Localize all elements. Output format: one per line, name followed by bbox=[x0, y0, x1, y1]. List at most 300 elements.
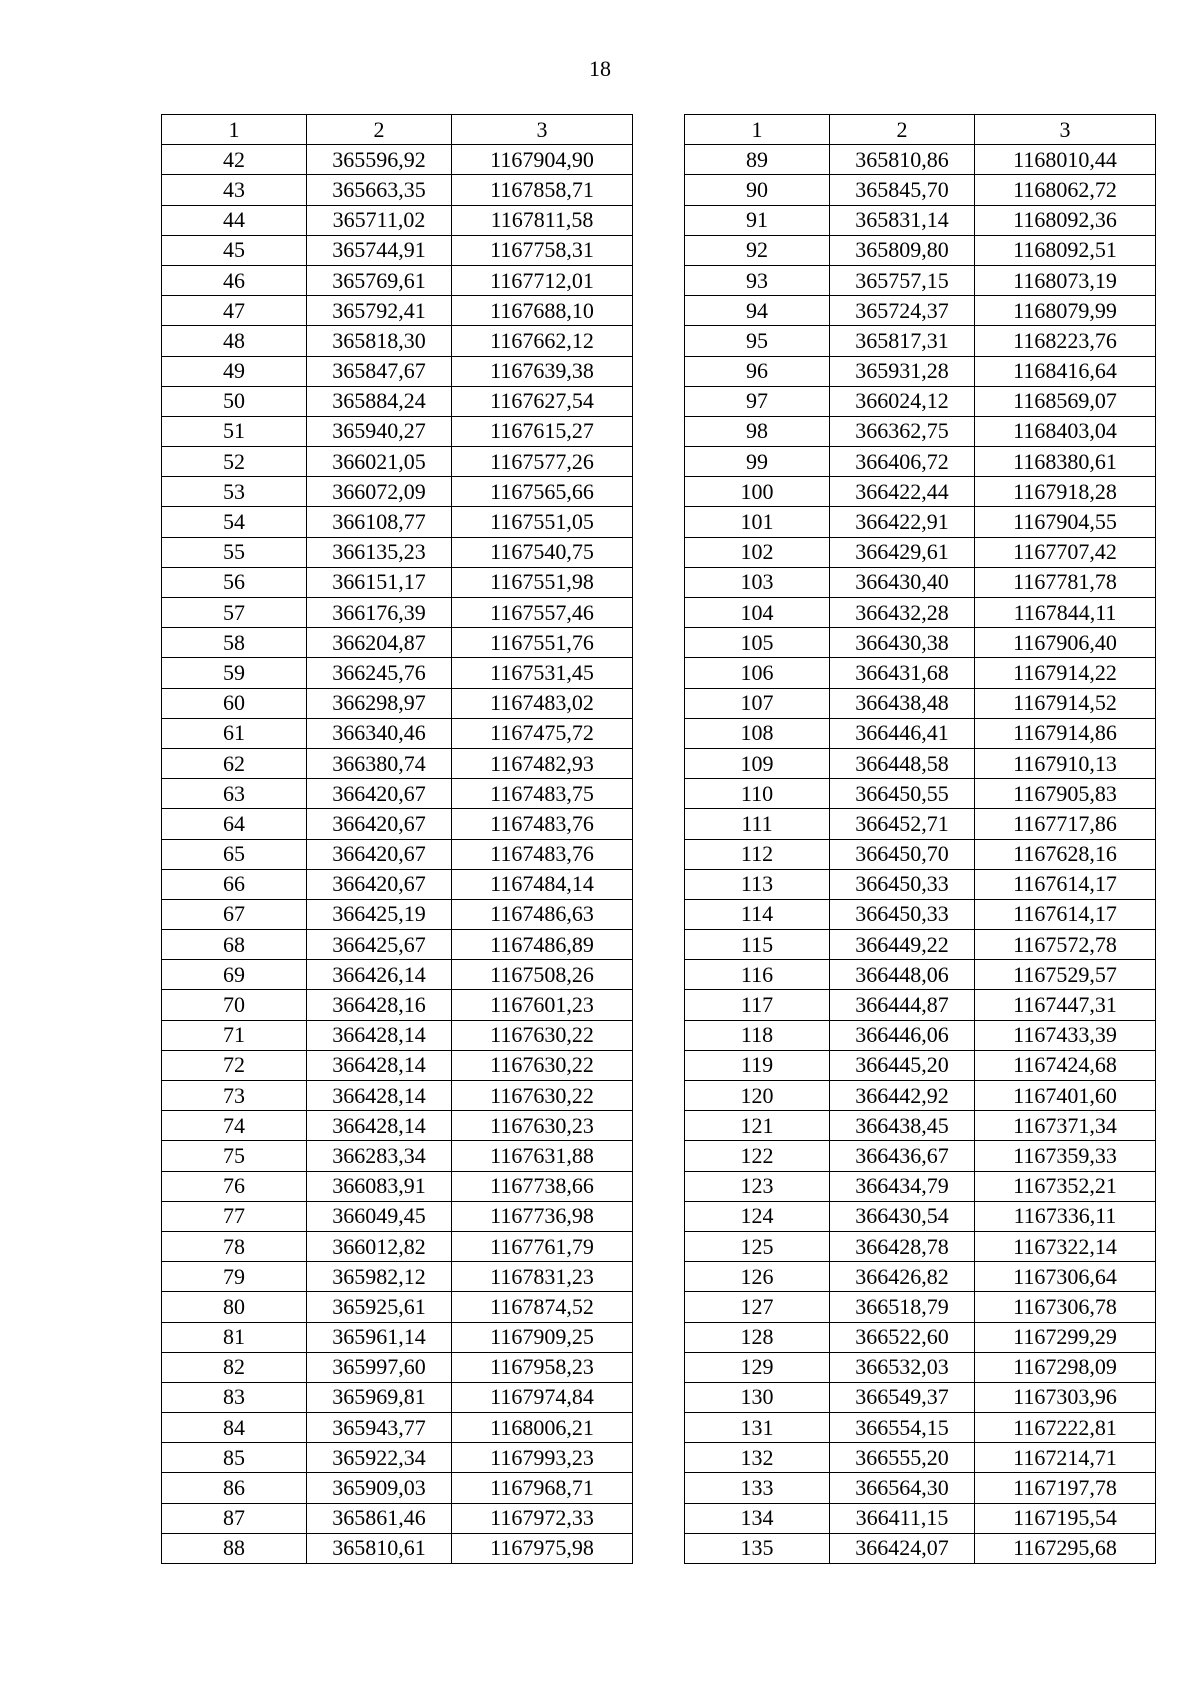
point-number-cell: 89 bbox=[685, 145, 830, 175]
coordinates-table-right bbox=[684, 114, 1156, 1564]
table-row bbox=[162, 537, 633, 567]
point-number-cell: 91 bbox=[685, 205, 830, 235]
point-number-cell: 109 bbox=[685, 748, 830, 778]
coordinate-y-cell: 1167352,21 bbox=[975, 1171, 1156, 1201]
coordinate-y-cell: 1167717,86 bbox=[975, 809, 1156, 839]
point-number-cell: 93 bbox=[685, 265, 830, 295]
point-number-cell: 112 bbox=[685, 839, 830, 869]
coordinate-x-cell: 366428,14 bbox=[307, 1081, 452, 1111]
coordinate-y-cell: 1167874,52 bbox=[452, 1292, 633, 1322]
coordinate-y-cell: 1167214,71 bbox=[975, 1443, 1156, 1473]
coordinate-x-cell: 366411,15 bbox=[830, 1503, 975, 1533]
coordinate-x-cell: 365810,86 bbox=[830, 145, 975, 175]
coordinate-x-cell: 365831,14 bbox=[830, 205, 975, 235]
coordinate-x-cell: 366450,33 bbox=[830, 869, 975, 899]
point-number-cell: 49 bbox=[162, 356, 307, 386]
coordinate-y-cell: 1167844,11 bbox=[975, 598, 1156, 628]
coordinate-x-cell: 365744,91 bbox=[307, 235, 452, 265]
coordinate-x-cell: 365861,46 bbox=[307, 1503, 452, 1533]
point-number-cell: 84 bbox=[162, 1413, 307, 1443]
coordinate-y-cell: 1167910,13 bbox=[975, 748, 1156, 778]
column-header: 1 bbox=[162, 115, 307, 145]
point-number-cell: 118 bbox=[685, 1020, 830, 1050]
column-header: 1 bbox=[685, 115, 830, 145]
coordinate-x-cell: 365769,61 bbox=[307, 265, 452, 295]
point-number-cell: 116 bbox=[685, 960, 830, 990]
table-row bbox=[685, 628, 1156, 658]
coordinate-y-cell: 1167424,68 bbox=[975, 1050, 1156, 1080]
point-number-cell: 79 bbox=[162, 1262, 307, 1292]
table-row bbox=[685, 416, 1156, 446]
table-row bbox=[685, 1050, 1156, 1080]
point-number-cell: 108 bbox=[685, 718, 830, 748]
coordinate-x-cell: 366450,70 bbox=[830, 839, 975, 869]
table-row bbox=[685, 356, 1156, 386]
table-row bbox=[162, 1443, 633, 1473]
coordinate-x-cell: 366450,33 bbox=[830, 899, 975, 929]
table-row bbox=[685, 235, 1156, 265]
coordinate-y-cell: 1167905,83 bbox=[975, 779, 1156, 809]
coordinate-x-cell: 366420,67 bbox=[307, 869, 452, 899]
point-number-cell: 58 bbox=[162, 628, 307, 658]
point-number-cell: 69 bbox=[162, 960, 307, 990]
table-row bbox=[162, 175, 633, 205]
table-row bbox=[162, 658, 633, 688]
coordinate-x-cell: 366012,82 bbox=[307, 1231, 452, 1261]
coordinate-x-cell: 365757,15 bbox=[830, 265, 975, 295]
table-row bbox=[685, 1443, 1156, 1473]
coordinate-x-cell: 365961,14 bbox=[307, 1322, 452, 1352]
table-row bbox=[162, 567, 633, 597]
point-number-cell: 85 bbox=[162, 1443, 307, 1473]
point-number-cell: 92 bbox=[685, 235, 830, 265]
coordinate-y-cell: 1167758,31 bbox=[452, 235, 633, 265]
table-row bbox=[685, 899, 1156, 929]
coordinate-x-cell: 366425,67 bbox=[307, 930, 452, 960]
coordinate-x-cell: 366406,72 bbox=[830, 447, 975, 477]
coordinate-y-cell: 1167975,98 bbox=[452, 1533, 633, 1563]
coordinate-x-cell: 365969,81 bbox=[307, 1382, 452, 1412]
point-number-cell: 76 bbox=[162, 1171, 307, 1201]
coordinate-y-cell: 1167486,63 bbox=[452, 899, 633, 929]
point-number-cell: 64 bbox=[162, 809, 307, 839]
coordinate-y-cell: 1167577,26 bbox=[452, 447, 633, 477]
point-number-cell: 50 bbox=[162, 386, 307, 416]
coordinate-y-cell: 1168380,61 bbox=[975, 447, 1156, 477]
point-number-cell: 134 bbox=[685, 1503, 830, 1533]
coordinate-y-cell: 1167483,76 bbox=[452, 809, 633, 839]
coordinate-x-cell: 365940,27 bbox=[307, 416, 452, 446]
coordinate-y-cell: 1167486,89 bbox=[452, 930, 633, 960]
point-number-cell: 96 bbox=[685, 356, 830, 386]
coordinate-x-cell: 365931,28 bbox=[830, 356, 975, 386]
coordinate-x-cell: 365817,31 bbox=[830, 326, 975, 356]
coordinate-x-cell: 366422,44 bbox=[830, 477, 975, 507]
coordinate-y-cell: 1167540,75 bbox=[452, 537, 633, 567]
coordinate-y-cell: 1167401,60 bbox=[975, 1081, 1156, 1111]
coordinate-y-cell: 1167904,90 bbox=[452, 145, 633, 175]
point-number-cell: 110 bbox=[685, 779, 830, 809]
coordinate-x-cell: 366176,39 bbox=[307, 598, 452, 628]
coordinate-y-cell: 1167914,86 bbox=[975, 718, 1156, 748]
table-row bbox=[162, 1111, 633, 1141]
coordinate-y-cell: 1167781,78 bbox=[975, 567, 1156, 597]
coordinate-x-cell: 366428,14 bbox=[307, 1020, 452, 1050]
coordinate-x-cell: 366151,17 bbox=[307, 567, 452, 597]
coordinate-y-cell: 1167630,22 bbox=[452, 1081, 633, 1111]
coordinate-x-cell: 366430,38 bbox=[830, 628, 975, 658]
table-row bbox=[685, 1503, 1156, 1533]
coordinate-y-cell: 1167551,05 bbox=[452, 507, 633, 537]
table-row bbox=[162, 779, 633, 809]
coordinate-x-cell: 366522,60 bbox=[830, 1322, 975, 1352]
coordinate-y-cell: 1167627,54 bbox=[452, 386, 633, 416]
point-number-cell: 83 bbox=[162, 1382, 307, 1412]
point-number-cell: 106 bbox=[685, 658, 830, 688]
coordinate-x-cell: 365724,37 bbox=[830, 296, 975, 326]
point-number-cell: 80 bbox=[162, 1292, 307, 1322]
table-row bbox=[162, 447, 633, 477]
point-number-cell: 122 bbox=[685, 1141, 830, 1171]
point-number-cell: 88 bbox=[162, 1533, 307, 1563]
table-row bbox=[162, 265, 633, 295]
table-row bbox=[685, 1201, 1156, 1231]
coordinate-y-cell: 1167551,98 bbox=[452, 567, 633, 597]
point-number-cell: 90 bbox=[685, 175, 830, 205]
point-number-cell: 107 bbox=[685, 688, 830, 718]
coordinates-table-left bbox=[161, 114, 633, 1564]
coordinate-x-cell: 366430,40 bbox=[830, 567, 975, 597]
coordinate-x-cell: 366448,58 bbox=[830, 748, 975, 778]
coordinate-x-cell: 366425,19 bbox=[307, 899, 452, 929]
table-row bbox=[162, 1081, 633, 1111]
point-number-cell: 51 bbox=[162, 416, 307, 446]
coordinate-x-cell: 366298,97 bbox=[307, 688, 452, 718]
table-row bbox=[685, 386, 1156, 416]
coordinate-x-cell: 366049,45 bbox=[307, 1201, 452, 1231]
coordinate-y-cell: 1167688,10 bbox=[452, 296, 633, 326]
point-number-cell: 126 bbox=[685, 1262, 830, 1292]
column-header: 3 bbox=[452, 115, 633, 145]
coordinate-y-cell: 1167858,71 bbox=[452, 175, 633, 205]
coordinate-x-cell: 366445,20 bbox=[830, 1050, 975, 1080]
coordinate-x-cell: 366436,67 bbox=[830, 1141, 975, 1171]
coordinate-y-cell: 1167484,14 bbox=[452, 869, 633, 899]
coordinate-y-cell: 1167614,17 bbox=[975, 899, 1156, 929]
coordinate-y-cell: 1168073,19 bbox=[975, 265, 1156, 295]
coordinate-x-cell: 366438,48 bbox=[830, 688, 975, 718]
table-row bbox=[685, 1473, 1156, 1503]
table-row bbox=[162, 1352, 633, 1382]
point-number-cell: 124 bbox=[685, 1201, 830, 1231]
point-number-cell: 86 bbox=[162, 1473, 307, 1503]
table-row bbox=[162, 1503, 633, 1533]
coordinate-y-cell: 1167303,96 bbox=[975, 1382, 1156, 1412]
column-header: 2 bbox=[307, 115, 452, 145]
point-number-cell: 99 bbox=[685, 447, 830, 477]
point-number-cell: 105 bbox=[685, 628, 830, 658]
table-row bbox=[685, 296, 1156, 326]
point-number-cell: 127 bbox=[685, 1292, 830, 1322]
table-row bbox=[162, 507, 633, 537]
coordinate-x-cell: 365663,35 bbox=[307, 175, 452, 205]
coordinate-x-cell: 366072,09 bbox=[307, 477, 452, 507]
coordinate-y-cell: 1167707,42 bbox=[975, 537, 1156, 567]
point-number-cell: 95 bbox=[685, 326, 830, 356]
coordinate-y-cell: 1168092,36 bbox=[975, 205, 1156, 235]
coordinate-y-cell: 1167712,01 bbox=[452, 265, 633, 295]
table-row bbox=[685, 1141, 1156, 1171]
table-row bbox=[685, 1292, 1156, 1322]
coordinate-y-cell: 1167811,58 bbox=[452, 205, 633, 235]
point-number-cell: 56 bbox=[162, 567, 307, 597]
table-row bbox=[685, 748, 1156, 778]
point-number-cell: 114 bbox=[685, 899, 830, 929]
point-number-cell: 113 bbox=[685, 869, 830, 899]
coordinate-x-cell: 366555,20 bbox=[830, 1443, 975, 1473]
coordinate-x-cell: 366564,30 bbox=[830, 1473, 975, 1503]
table-row bbox=[685, 175, 1156, 205]
coordinate-y-cell: 1167630,23 bbox=[452, 1111, 633, 1141]
table-row bbox=[685, 507, 1156, 537]
table-row bbox=[162, 1020, 633, 1050]
table-row bbox=[162, 1201, 633, 1231]
table-row bbox=[685, 869, 1156, 899]
table-row bbox=[685, 718, 1156, 748]
column-header: 3 bbox=[975, 115, 1156, 145]
table-row bbox=[685, 658, 1156, 688]
table-header-row bbox=[162, 115, 633, 145]
table-row bbox=[685, 205, 1156, 235]
coordinate-y-cell: 1167551,76 bbox=[452, 628, 633, 658]
point-number-cell: 81 bbox=[162, 1322, 307, 1352]
coordinate-y-cell: 1167483,76 bbox=[452, 839, 633, 869]
point-number-cell: 120 bbox=[685, 1081, 830, 1111]
coordinate-y-cell: 1167904,55 bbox=[975, 507, 1156, 537]
point-number-cell: 74 bbox=[162, 1111, 307, 1141]
coordinate-y-cell: 1167614,17 bbox=[975, 869, 1156, 899]
coordinate-y-cell: 1167639,38 bbox=[452, 356, 633, 386]
table-row bbox=[685, 447, 1156, 477]
point-number-cell: 46 bbox=[162, 265, 307, 295]
coordinate-y-cell: 1167529,57 bbox=[975, 960, 1156, 990]
table-row bbox=[162, 1382, 633, 1412]
point-number-cell: 57 bbox=[162, 598, 307, 628]
coordinate-x-cell: 366450,55 bbox=[830, 779, 975, 809]
coordinate-y-cell: 1167572,78 bbox=[975, 930, 1156, 960]
coordinate-y-cell: 1167831,23 bbox=[452, 1262, 633, 1292]
point-number-cell: 66 bbox=[162, 869, 307, 899]
coordinate-y-cell: 1168223,76 bbox=[975, 326, 1156, 356]
coordinate-y-cell: 1167306,64 bbox=[975, 1262, 1156, 1292]
point-number-cell: 100 bbox=[685, 477, 830, 507]
coordinate-x-cell: 365711,02 bbox=[307, 205, 452, 235]
coordinate-x-cell: 365847,67 bbox=[307, 356, 452, 386]
table-row bbox=[162, 598, 633, 628]
coordinate-y-cell: 1167197,78 bbox=[975, 1473, 1156, 1503]
point-number-cell: 43 bbox=[162, 175, 307, 205]
coordinate-x-cell: 366554,15 bbox=[830, 1413, 975, 1443]
table-row bbox=[685, 1231, 1156, 1261]
coordinate-x-cell: 366428,14 bbox=[307, 1111, 452, 1141]
point-number-cell: 135 bbox=[685, 1533, 830, 1563]
coordinate-y-cell: 1167918,28 bbox=[975, 477, 1156, 507]
coordinate-x-cell: 366431,68 bbox=[830, 658, 975, 688]
coordinate-y-cell: 1167630,22 bbox=[452, 1020, 633, 1050]
coordinate-x-cell: 366438,45 bbox=[830, 1111, 975, 1141]
table-row bbox=[685, 1322, 1156, 1352]
coordinate-y-cell: 1168010,44 bbox=[975, 145, 1156, 175]
coordinate-x-cell: 365596,92 bbox=[307, 145, 452, 175]
coordinate-y-cell: 1168416,64 bbox=[975, 356, 1156, 386]
point-number-cell: 67 bbox=[162, 899, 307, 929]
point-number-cell: 101 bbox=[685, 507, 830, 537]
table-row bbox=[162, 235, 633, 265]
table-row bbox=[162, 869, 633, 899]
point-number-cell: 82 bbox=[162, 1352, 307, 1382]
table-row bbox=[685, 1262, 1156, 1292]
coordinate-y-cell: 1167336,11 bbox=[975, 1201, 1156, 1231]
coordinate-x-cell: 366444,87 bbox=[830, 990, 975, 1020]
point-number-cell: 94 bbox=[685, 296, 830, 326]
coordinate-y-cell: 1167298,09 bbox=[975, 1352, 1156, 1382]
table-row bbox=[162, 990, 633, 1020]
coordinate-y-cell: 1167601,23 bbox=[452, 990, 633, 1020]
table-row bbox=[162, 1231, 633, 1261]
table-row bbox=[685, 930, 1156, 960]
coordinate-x-cell: 366380,74 bbox=[307, 748, 452, 778]
coordinate-x-cell: 366549,37 bbox=[830, 1382, 975, 1412]
coordinate-y-cell: 1167914,22 bbox=[975, 658, 1156, 688]
table-row bbox=[162, 1141, 633, 1171]
table-row bbox=[685, 1352, 1156, 1382]
coordinate-x-cell: 366448,06 bbox=[830, 960, 975, 990]
coordinate-x-cell: 366422,91 bbox=[830, 507, 975, 537]
coordinate-y-cell: 1167531,45 bbox=[452, 658, 633, 688]
point-number-cell: 72 bbox=[162, 1050, 307, 1080]
point-number-cell: 87 bbox=[162, 1503, 307, 1533]
table-row bbox=[685, 839, 1156, 869]
coordinate-y-cell: 1168062,72 bbox=[975, 175, 1156, 205]
table-row bbox=[685, 990, 1156, 1020]
table-row bbox=[162, 416, 633, 446]
coordinate-x-cell: 365810,61 bbox=[307, 1533, 452, 1563]
point-number-cell: 123 bbox=[685, 1171, 830, 1201]
point-number-cell: 54 bbox=[162, 507, 307, 537]
coordinate-x-cell: 366108,77 bbox=[307, 507, 452, 537]
point-number-cell: 59 bbox=[162, 658, 307, 688]
coordinate-x-cell: 365943,77 bbox=[307, 1413, 452, 1443]
table-row bbox=[162, 477, 633, 507]
table-row bbox=[685, 1533, 1156, 1563]
coordinate-x-cell: 366024,12 bbox=[830, 386, 975, 416]
coordinate-y-cell: 1167736,98 bbox=[452, 1201, 633, 1231]
point-number-cell: 60 bbox=[162, 688, 307, 718]
coordinate-x-cell: 366442,92 bbox=[830, 1081, 975, 1111]
coordinate-y-cell: 1168092,51 bbox=[975, 235, 1156, 265]
coordinate-x-cell: 366518,79 bbox=[830, 1292, 975, 1322]
table-header-row bbox=[685, 115, 1156, 145]
point-number-cell: 71 bbox=[162, 1020, 307, 1050]
table-row bbox=[162, 930, 633, 960]
point-number-cell: 104 bbox=[685, 598, 830, 628]
coordinate-y-cell: 1167306,78 bbox=[975, 1292, 1156, 1322]
coordinate-x-cell: 366434,79 bbox=[830, 1171, 975, 1201]
table-row bbox=[685, 1111, 1156, 1141]
coordinate-x-cell: 366245,76 bbox=[307, 658, 452, 688]
coordinate-y-cell: 1167974,84 bbox=[452, 1382, 633, 1412]
coordinate-x-cell: 365809,80 bbox=[830, 235, 975, 265]
coordinate-x-cell: 366426,14 bbox=[307, 960, 452, 990]
point-number-cell: 70 bbox=[162, 990, 307, 1020]
table-row bbox=[162, 809, 633, 839]
coordinate-x-cell: 365884,24 bbox=[307, 386, 452, 416]
coordinate-y-cell: 1167557,46 bbox=[452, 598, 633, 628]
point-number-cell: 53 bbox=[162, 477, 307, 507]
table-row bbox=[162, 326, 633, 356]
coordinate-x-cell: 366420,67 bbox=[307, 839, 452, 869]
coordinate-y-cell: 1167508,26 bbox=[452, 960, 633, 990]
coordinate-x-cell: 365818,30 bbox=[307, 326, 452, 356]
table-row bbox=[162, 748, 633, 778]
point-number-cell: 131 bbox=[685, 1413, 830, 1443]
point-number-cell: 121 bbox=[685, 1111, 830, 1141]
table-row bbox=[162, 1322, 633, 1352]
coordinate-x-cell: 366432,28 bbox=[830, 598, 975, 628]
table-row bbox=[162, 205, 633, 235]
point-number-cell: 128 bbox=[685, 1322, 830, 1352]
point-number-cell: 103 bbox=[685, 567, 830, 597]
table-row bbox=[162, 1262, 633, 1292]
coordinate-x-cell: 365792,41 bbox=[307, 296, 452, 326]
table-row bbox=[162, 1171, 633, 1201]
coordinate-y-cell: 1168569,07 bbox=[975, 386, 1156, 416]
coordinate-x-cell: 365997,60 bbox=[307, 1352, 452, 1382]
point-number-cell: 68 bbox=[162, 930, 307, 960]
coordinate-y-cell: 1167909,25 bbox=[452, 1322, 633, 1352]
table-row bbox=[162, 839, 633, 869]
coordinate-y-cell: 1167359,33 bbox=[975, 1141, 1156, 1171]
table-row bbox=[162, 1292, 633, 1322]
table-row bbox=[685, 960, 1156, 990]
point-number-cell: 55 bbox=[162, 537, 307, 567]
coordinate-y-cell: 1168006,21 bbox=[452, 1413, 633, 1443]
coordinate-x-cell: 366446,41 bbox=[830, 718, 975, 748]
point-number-cell: 52 bbox=[162, 447, 307, 477]
table-row bbox=[162, 718, 633, 748]
table-row bbox=[685, 688, 1156, 718]
point-number-cell: 97 bbox=[685, 386, 830, 416]
coordinate-x-cell: 366428,78 bbox=[830, 1231, 975, 1261]
point-number-cell: 78 bbox=[162, 1231, 307, 1261]
table-row bbox=[162, 628, 633, 658]
table-row bbox=[162, 688, 633, 718]
coordinate-x-cell: 365922,34 bbox=[307, 1443, 452, 1473]
point-number-cell: 119 bbox=[685, 1050, 830, 1080]
coordinate-x-cell: 366283,34 bbox=[307, 1141, 452, 1171]
point-number-cell: 115 bbox=[685, 930, 830, 960]
page-number: 18 bbox=[589, 56, 611, 81]
table-row bbox=[162, 1413, 633, 1443]
coordinate-x-cell: 366449,22 bbox=[830, 930, 975, 960]
table-row bbox=[162, 960, 633, 990]
point-number-cell: 132 bbox=[685, 1443, 830, 1473]
point-number-cell: 75 bbox=[162, 1141, 307, 1171]
point-number-cell: 117 bbox=[685, 990, 830, 1020]
coordinate-y-cell: 1167914,52 bbox=[975, 688, 1156, 718]
coordinate-x-cell: 366446,06 bbox=[830, 1020, 975, 1050]
coordinate-y-cell: 1167631,88 bbox=[452, 1141, 633, 1171]
